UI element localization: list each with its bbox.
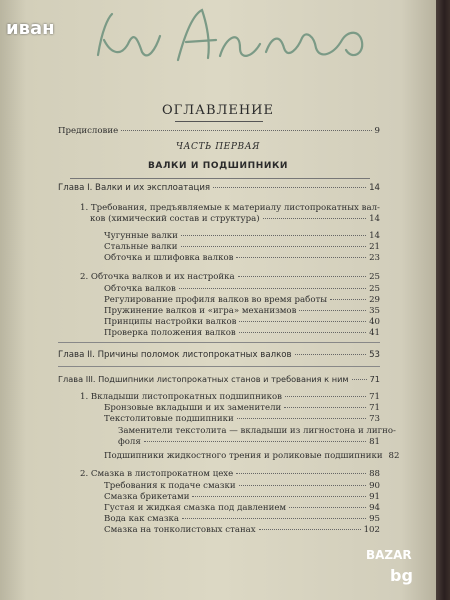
toc-item: Бронзовые вкладыши и их заменители 71 [104,403,380,413]
toc-item: Густая и жидкая смазка под давлением 94 [104,503,380,513]
toc-item: Смазка на тонколистовых станах 102 [104,525,380,535]
book-spine [436,0,450,600]
toc-preface-text: Предисловие [58,126,119,136]
toc-item: Обточка валков 25 [104,284,380,294]
toc-chapter-2 [58,350,380,360]
section-heading: ВАЛКИ И ПОДШИПНИКИ [147,161,289,171]
divider-rule [58,366,380,367]
toc-chapter-1-text: Глава I. Валки и их эксплоатация [58,183,211,193]
toc-chapter-1 [58,183,380,193]
toc-s4 [80,469,380,479]
toc-item: Стальные валки 21 [104,242,380,252]
toc-s3-last-text: Подшипники жидкостного трения и роликовые подшипники [104,451,383,461]
toc-s3-sub [118,437,380,447]
toc-item: Чугунные валки 14 [104,231,380,241]
toc-s1-line2: ков (химический состав и структура) [90,214,260,224]
watermark-top: иван [6,18,55,39]
toc-item: Смазка брикетами 91 [104,492,380,502]
divider-rule [58,342,380,343]
toc-s2-page: 25 [369,272,380,282]
toc-item: Принципы настройки валков 40 [104,317,380,327]
toc-chapter-3-page: 71 [369,374,380,384]
toc-s3-sub-line1: Заменители текстолита — вкладыши из лигностона и лигно- [118,426,396,436]
toc-s2 [80,272,380,282]
part-heading: ЧАСТЬ ПЕРВАЯ [176,142,260,152]
toc-preface [58,126,380,136]
toc-s4-text: 2. Смазка в листопрокатном цехе [80,469,234,479]
toc-chapter-2-page: 53 [369,350,380,360]
toc-chapter-3 [58,374,380,384]
watermark-bottom-line2: bg [390,566,413,585]
toc-s1-page: 14 [369,214,380,224]
toc-s2-text: 2. Обточка валков и их настройка [80,272,235,282]
toc-s3-last [104,451,400,461]
toc-s3-text: 1. Вкладыши листопрокатных подшипников [80,392,282,402]
toc-s1 [90,214,380,224]
toc-item: Текстолитовые подшипники 73 [104,414,380,424]
contents-title: ОГЛАВЛЕНИЕ [161,103,274,118]
toc-preface-page: 9 [374,126,380,136]
toc-item: Пружинение валков и «игра» механизмов 35 [104,306,380,316]
toc-item: Регулирование профиля валков во время работы 29 [104,295,380,305]
toc-s3-sub-page: 81 [369,437,380,447]
toc-item: Проверка положения валков 41 [104,328,380,338]
toc-s3 [80,392,380,402]
toc-s3-sub-line2: фоля [118,437,141,447]
toc-s3-page: 71 [369,392,380,402]
toc-chapter-3-text: Глава III. Подшипники листопрокатных станов и требования к ним [58,374,349,384]
toc-chapter-2-text: Глава II. Причины поломок листопрокатных валков [58,350,292,360]
toc-s4-page: 88 [369,469,380,479]
toc-item: Обточка и шлифовка валков 23 [104,253,380,263]
toc-s1-line1: 1. Требования, предъявляемые к материалу листопрокатных вал- [80,203,380,213]
toc-s3-last-page: 82 [388,451,400,461]
toc-item: Требования к подаче смазки 90 [104,481,380,491]
toc-item: Вода как смазка 95 [104,514,380,524]
watermark-bottom-line1: BAZAR [366,548,412,562]
toc-chapter-1-page: 14 [369,183,380,193]
